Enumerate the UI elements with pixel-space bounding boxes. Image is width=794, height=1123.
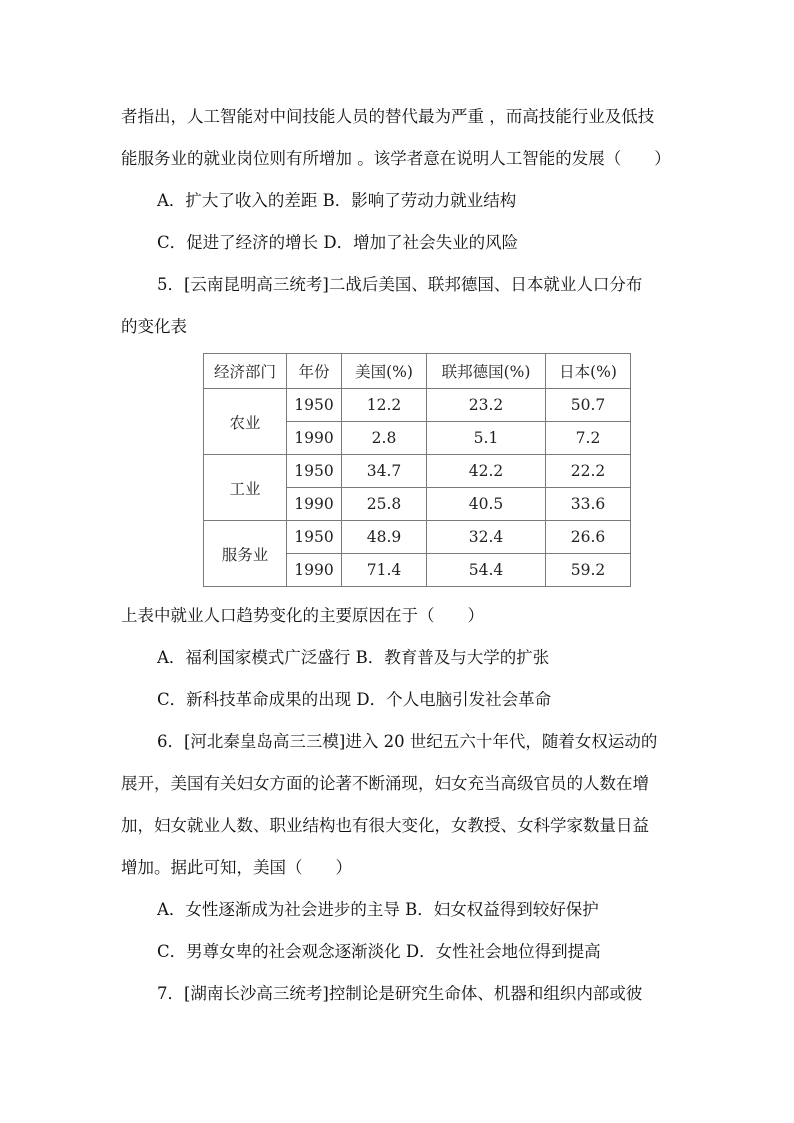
option-line: A．女性逐渐成为社会进步的主导 B．妇女权益得到较好保护	[157, 900, 599, 919]
us-value-cell: 25.8	[342, 488, 427, 521]
question-6-line: 6．[河北秦皇岛高三三模]进入 20 世纪五六十年代，随着女权运动的	[157, 732, 658, 751]
sector-cell: 工业	[204, 455, 287, 521]
table-header-cell: 年份	[287, 354, 342, 389]
option-line: A．福利国家模式广泛盛行 B．教育普及与大学的扩张	[157, 648, 550, 667]
year-cell: 1950	[287, 455, 342, 488]
de-value-cell: 40.5	[427, 488, 546, 521]
question-6-line: 展开，美国有关妇女方面的论著不断涌现，妇女充当高级官员的人数在增	[121, 774, 649, 793]
jp-value-cell: 7.2	[546, 422, 631, 455]
year-cell: 1990	[287, 488, 342, 521]
table-header-cell: 经济部门	[204, 354, 287, 389]
year-cell: 1950	[287, 389, 342, 422]
employment-table	[203, 353, 631, 587]
de-value-cell: 32.4	[427, 521, 546, 554]
de-value-cell: 54.4	[427, 554, 546, 587]
question-5-line: 5．[云南昆明高三统考]二战后美国、联邦德国、日本就业人口分布	[157, 275, 643, 294]
option-line: A．扩大了收入的差距 B．影响了劳动力就业结构	[157, 191, 517, 210]
paragraph-line: 能服务业的就业岗位则有所增加 。该学者意在说明人工智能的发展（ ）	[121, 149, 671, 168]
question-5-prompt: 上表中就业人口趋势变化的主要原因在于（ ）	[121, 606, 484, 625]
de-value-cell: 42.2	[427, 455, 546, 488]
question-5-line: 的变化表	[121, 317, 187, 336]
year-cell: 1990	[287, 554, 342, 587]
table-header-row	[204, 354, 631, 389]
question-6-line: 加，妇女就业人数、职业结构也有很大变化，女教授、女科学家数量日益	[121, 816, 649, 835]
us-value-cell: 2.8	[342, 422, 427, 455]
jp-value-cell: 50.7	[546, 389, 631, 422]
year-cell: 1990	[287, 422, 342, 455]
question-6-line: 增加。据此可知，美国（ ）	[121, 858, 352, 877]
jp-value-cell: 33.6	[546, 488, 631, 521]
jp-value-cell: 59.2	[546, 554, 631, 587]
sector-cell: 农业	[204, 389, 287, 455]
question-7-line: 7．[湖南长沙高三统考]控制论是研究生命体、机器和组织内部或彼	[157, 984, 643, 1003]
us-value-cell: 48.9	[342, 521, 427, 554]
option-line: C．促进了经济的增长 D．增加了社会失业的风险	[157, 233, 519, 252]
table-row	[204, 521, 631, 554]
table-header-cell: 日本(%)	[546, 354, 631, 389]
jp-value-cell: 26.6	[546, 521, 631, 554]
year-cell: 1950	[287, 521, 342, 554]
de-value-cell: 23.2	[427, 389, 546, 422]
sector-cell: 服务业	[204, 521, 287, 587]
us-value-cell: 71.4	[342, 554, 427, 587]
option-line: C．新科技革命成果的出现 D．个人电脑引发社会革命	[157, 690, 552, 709]
jp-value-cell: 22.2	[546, 455, 631, 488]
table-header-cell: 联邦德国(%)	[427, 354, 546, 389]
paragraph-line: 者指出，人工智能对中间技能人员的替代最为严重 ，而高技能行业及低技	[121, 107, 655, 126]
option-line: C．男尊女卑的社会观念逐渐淡化 D．女性社会地位得到提高	[157, 942, 601, 961]
de-value-cell: 5.1	[427, 422, 546, 455]
us-value-cell: 34.7	[342, 455, 427, 488]
table-header-cell: 美国(%)	[342, 354, 427, 389]
table-row	[204, 389, 631, 422]
table-row	[204, 455, 631, 488]
us-value-cell: 12.2	[342, 389, 427, 422]
